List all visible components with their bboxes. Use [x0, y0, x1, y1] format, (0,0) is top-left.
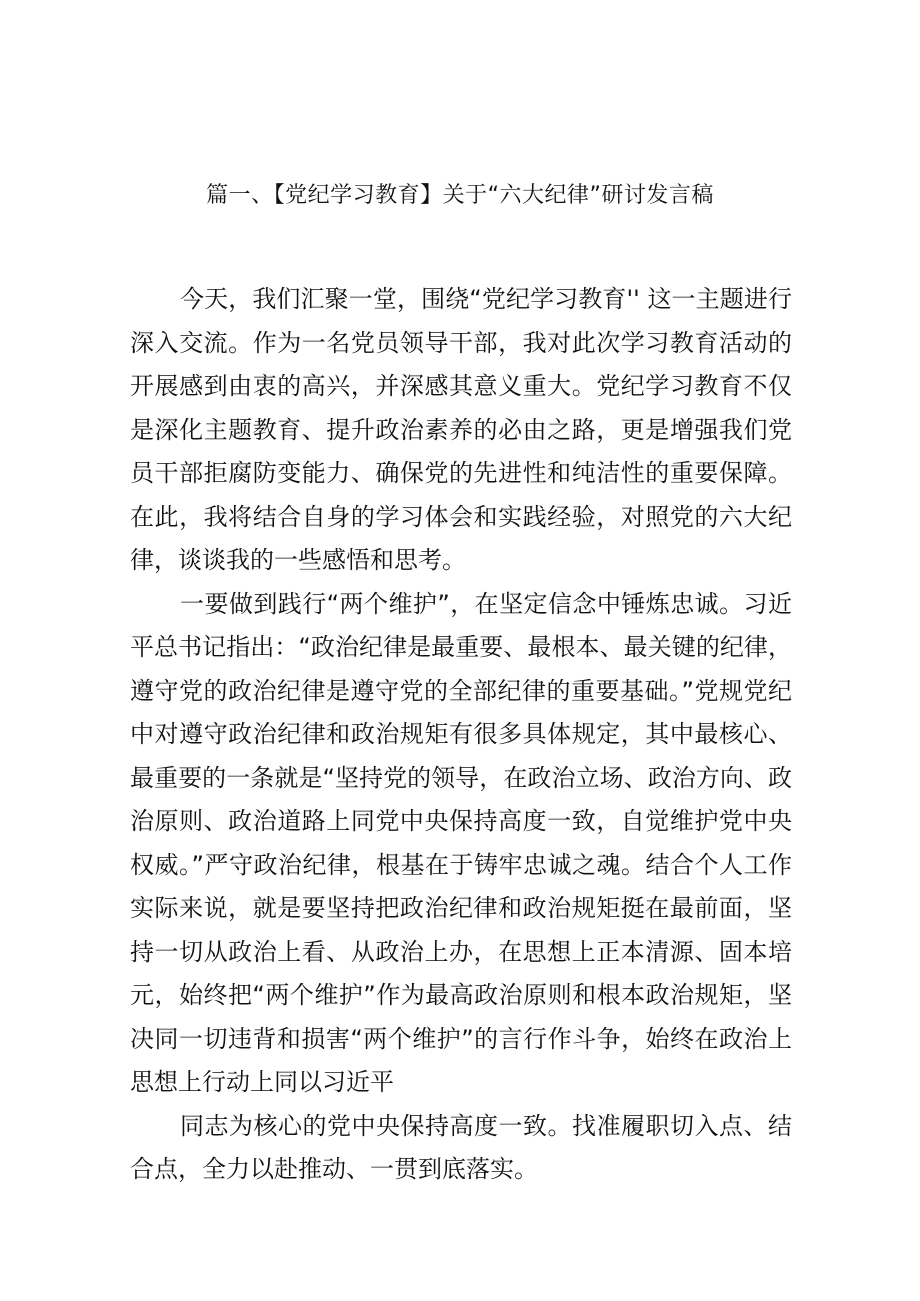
document-body [130, 278, 792, 1192]
paragraph-intro: 今天，我们汇聚一堂，围绕“党纪学习教育'' 这一主题进行深入交流。作为一名党员领导干部，我对此次学习教育活动的开展感到由衷的高兴，并深感其意义重大。党纪学习教育不仅是深化主题教育、提升政治素养的必由之路，更是增强我们党员干部拒腐防变能力、确保党的先进性和纯洁性的重要保障。在此，我将结合自身的学习体会和实践经验，对照党的六大纪律，谈谈我的一些感悟和思考。 [130, 285, 792, 574]
paragraph-continuation: 同志为核心的党中央保持高度一致。找准履职切入点、结合点，全力以赴推动、一贯到底落实。 [130, 1111, 792, 1183]
paragraph-point-one: 一要做到践行“两个维护”，在坚定信念中锤炼忠诚。习近平总书记指出：“政治纪律是最重要、最根本、最关键的纪律，遵守党的政治纪律是遵守党的全部纪律的重要基础。”党规党纪中对遵守政治纪律和政治规矩有很多具体规定，其中最核心、最重要的一条就是“坚持党的领导，在政治立场、政治方向、政治原则、政治道路上同党中央保持高度一致，自觉维护党中央权威。”严守政治纪律，根基在于铸牢忠诚之魂。结合个人工作实际来说，就是要坚持把政治纪律和政治规矩挺在最前面，坚持一切从政治上看、从政治上办，在思想上正本清源、固本培元，始终把“两个维护”作为最高政治原则和根本政治规矩，坚决同一切违背和损害“两个维护”的言行作斗争，始终在政治上思想上行动上同以习近平 [130, 589, 792, 1096]
document-title: 篇一、【党纪学习教育】关于“六大纪律”研讨发言稿 [206, 183, 714, 208]
